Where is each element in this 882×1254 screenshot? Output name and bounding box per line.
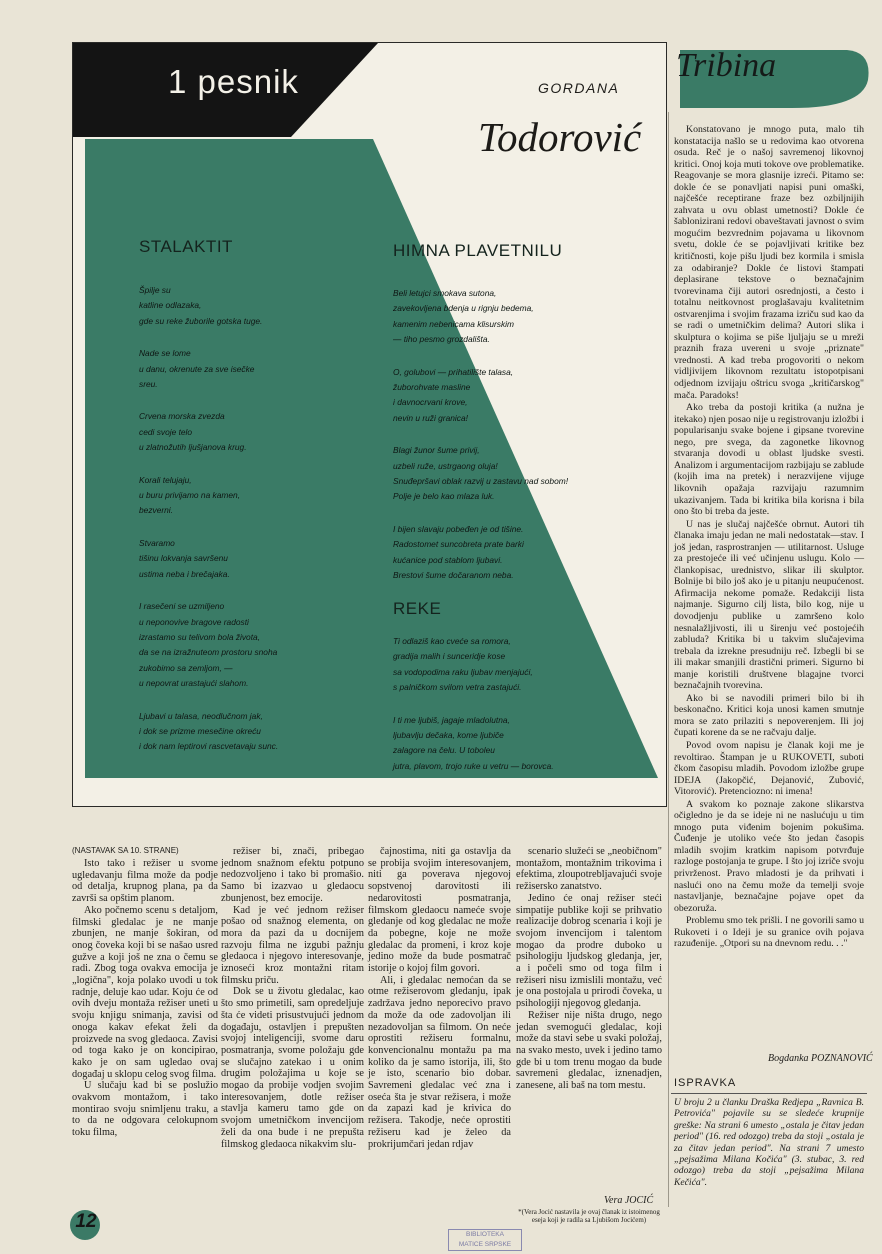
teal-shape-left (73, 137, 85, 778)
library-stamp (448, 1229, 522, 1251)
poem-line: zavekovljena bdenja u rignju bedema, (393, 303, 534, 314)
poem-stanza (139, 346, 369, 392)
poem-line: žuborohvate masline (393, 382, 471, 393)
poem-line: kućanice pod stablom ljubavi. (393, 554, 503, 565)
poem-line: I bijen slavaju pobeđen je od tišine. (393, 523, 524, 534)
poem-line: O, golubovi — prihatilište talasa, (393, 366, 514, 377)
poem-line: u neponovive bragove radosti (139, 616, 249, 627)
paragraph: Ako počnemo scenu s detaljom, filmski gledalac je ne manje zbunjen, ne manje šokiran, od onog čoveka koji bi se našao usred gužve a koji još ne zna o čemu se radi. Zbog toga ovakva emocija je „logična", koja polako uvodi u tok radnje, deluje kao udar. Koju će od ovih dveju montaža režiser uneti u svoju knjigu snimanja, zavisi od onoga kakav efekat želi da proizvede na svog gledaoca. Zavisi od toga kako je on koncipirao, kako je on sam ugledao ovaj događaj u sklopu celog svog filma. (72, 904, 218, 1080)
article-byline: Vera JOCIĆ (604, 1195, 654, 1206)
ispravka-title: ISPRAVKA (674, 1077, 737, 1089)
poem-line: sa vodopodima raku ljubav menjajući, (393, 666, 533, 677)
poem-line: Brestovi šume dočaranom neba. (393, 570, 514, 581)
paragraph: Konstatovano je mnogo puta, malo tih konstatacija našlo se u redovima kao otvorena osuda. Reč je o našoj savremenoj likovnoj kritici. Onoj koja muti tokove ove problematike. Reagovanje se mora glasnije izreći. Pitamo se: dokle će se ponavljati napisi puni omaški, najčešće receptirane fraze bez ozbiljnijih zahvata u ovu oblast umetnosti? Dokle će šablonizirani redovi obaveštavati javnost o svim mogućim bezvrednim pojavama u likovnom svetu, dokle će se pojavljivati kritike bez kritičnosti, koje pišu ljudi bez kormila i smisla za odabiranje? Dokle će listovi štampati deplasirane tekstove o beznačajnim tvorevinama čiji autori osrednjosti, a često i totalnu neitkovnost proglašavaju kvalitetnim ostvarenjima i svojim frazama izriču sud kao da se radi o umetničkim delima? Autori slika i skulptura o kojima se piše ljuljaju se u mreži praznih fraza uvereni u svoje „priznate" vrednosti. A kad treba progovoriti o nekom vidljivijem likovnom rezultatu istopotpisani odjednom izvijaju oštricu svoga „kritičarskog" mača. Paradoks! (674, 124, 864, 401)
article-column-3 (368, 846, 511, 1150)
article-footnote: *(Vera Jocić nastavila je ovaj članak iz istoimenog eseja koji je radila sa Ljubišom Jocićem) (518, 1208, 660, 1224)
article-column-4 (516, 846, 662, 1092)
stamp-line-2: MATICE SRPSKE (458, 1241, 512, 1248)
poem-line: u danu, okrenute za sve isečke (139, 363, 255, 374)
poem-line: zukobimo sa zemljom, — (139, 662, 233, 673)
poem-line: u zlatnožutih ljušjanova krug. (139, 442, 247, 453)
section-label: 1 pesnik (168, 63, 299, 100)
poem-line: tišinu lokvanja savršenu (139, 553, 228, 564)
poem-line: izrastamo su telivom bola života, (139, 631, 261, 642)
poem-stanza (393, 443, 653, 505)
ispravka-text: U broju 2 u članku Draška Redjepa „Ravnica B. Petrovića" pojavile su se sledeće krupnije greške: (674, 1097, 864, 1131)
poem-line: Ljubavi u talasa, neodlučnom jak, (139, 710, 263, 721)
paragraph: Režiser nije ništa drugo, nego jedan svemogući gledalac, koji može da stavi sebe u svaki položaj, na svako mesto, uvek i jedino tamo gde bi u tom trenu mogao da bude savremeni gledalac, iznenadjen, zanesene, ali baš na tom mestu. (516, 1009, 662, 1092)
poem-stanza (139, 709, 369, 755)
paragraph: Dok se u životu gledalac, kao što smo primetili, sam opredeljuje šta će videti prisustvujući jednom događaju, ostavljen i prepušten svojoj inteligenciji, svome daru posmatranja, svome položaju gde se slučajno zatekao i u onim drugim položajima u koje se mogao da probije vodjen svojim interesovanjem, dotle režiser stavlja kameru tamo gde on svojom umetničkom invencijom želi da ona bude i ne prepušta filmskog gledaoca nikakvim slu- (221, 986, 364, 1150)
poem-line: cedi svoje telo (139, 426, 193, 437)
poem-line: I rasečeni se uzmiljeno (139, 601, 225, 612)
paragraph: Povod ovom napisu je članak koji me je revoltirao. Štampan je u RUKOVETI, suboti čkom časopisu mladih. Povodom izložbe grupe IDEJA (Jakopčić, Dejanović, Zubović, Vitorović). Pretenciozno: ni imena! (674, 739, 864, 798)
poem-line: Beli letujci smokava sutona, (393, 288, 497, 298)
paragraph: A svakom ko poznaje zakone slikarstva očigledno je da se ideje ni ne naslućuju u tim mnogo puta viđenim bojenim pokušima. Čuđenje je utoliko veće što jedan časopis mladih svojim kratkim napisom potvrđuje razloge postojanja te grupe. I što joj izriče svoju privrženost. Pravo mladosti je da prihvati i naslući ono na čemu može da temelji svoje nastavljanje, beznačajne pojave opet da obezoruža. (674, 798, 864, 914)
poem-line: bezverni. (139, 505, 173, 516)
poem-line: I ti me ljubiš, jagaje mladolutna, (393, 714, 510, 725)
poem-stanza (139, 409, 369, 455)
paragraph: Jedino će onaj režiser steći simpatije publike koji se prihvatio realizacije dobrog scenaria i koji je svojom invencijom i talentom mogao da prodre duboko u psihologiju ljudskog gledanja, jer, a i počeli smo od toga film i režiseri nisu izmislili montažu, već je ona postojala u prirodi čoveka, u psihologiji njegovog gledanja. (516, 892, 662, 1010)
poem-line: Blagi žunor šume privij, (393, 445, 480, 456)
poem-line: Polje je belo kao mlaza luk. (393, 491, 495, 502)
poem-stanza (393, 365, 653, 427)
article-column-1 (72, 858, 218, 1139)
column-divider (668, 112, 669, 1207)
poem-line: Korali telujaju, (139, 474, 192, 485)
poem-line: i davnocrvani krove, (393, 397, 468, 408)
paragraph: U slučaju kad bi se poslužio ovakvom montažom, i tako montirao svoju snimljenu traku, a to da ne odgovara celokupnom toku filma, (72, 1080, 218, 1139)
poem-line: katline odlazaka, (139, 300, 202, 311)
poem-body-stalaktit (139, 283, 369, 772)
poem-title-reke: REKE (393, 599, 442, 618)
poem-stanza (139, 283, 369, 329)
poem-line: jutra, plavom, trojo ruke u vetru — borovca. (393, 760, 554, 771)
paragraph: Ako bi se navodili primeri bilo bi ih beskonačno. Kritici koja unosi kamen smutnje mora se zato prilaziti s nepoverenjem. Ili joj čupati korene da se ne račvaju dalje. (674, 692, 864, 739)
poem-stanza (139, 536, 369, 582)
author-last-name: Todorović (478, 114, 642, 160)
ispravka-body (674, 1097, 864, 1188)
poem-line: sreu. (139, 379, 158, 390)
poem-line: Stvaramo (139, 537, 175, 548)
poetry-feature-panel (72, 42, 667, 807)
poem-stanza (393, 522, 653, 584)
poem-line: Radostomet suncobreta prate barki (393, 539, 524, 550)
poem-line: gradija malih i sunceridje kose (393, 651, 506, 662)
poem-line: Nade se lome (139, 348, 191, 359)
poem-line: kamenim nebenicama klisurskim (393, 318, 515, 329)
paragraph: Ako treba da postoji kritika (a nužna je itekako) njen posao nije u registrovanju izložbi i popularisanju svake bojene i gipsane tvorevine nego, pre svega, da zagonetke likovnog stvaranja dovodi u oblast ljudske svesti. Analizom i argumentacijom razbijaju se zablude (kojih ima na pretek) i nerazvijene vijuge likovnih opažaja razvijaju razumnim ukazivanjem. Tada bi kritika bila korisna i bila ono što bi treba da jeste. (674, 402, 864, 518)
poem-line: gde su reke žuborile gotska tuge. (139, 315, 263, 326)
poem-line: da se na izražnuteom prostoru snoha (139, 647, 278, 658)
poem-title-himna: HIMNA PLAVETNILU (393, 241, 563, 260)
poem-stanza (139, 473, 369, 519)
paragraph: režiser bi, znači, pribegao jednom snažnom efektu potpuno nedozvoljeno i tako bi promašio. Samo bi izazvao u gledaocu zbunjenost, bez emocije. (221, 846, 364, 904)
tribina-signature: Bogdanka POZNANOVIĆ (768, 1053, 873, 1064)
page-number: 12 (75, 1211, 97, 1232)
ispravka-text-2: Na strani 6 umesto „ostala je čitav jedan period" (16. red odozgo) treba da stoji „ostala je za čitav jedan period". Na strani 7 umesto „pejsažima Milana Kočića" (3. stubac, 3. red odozgo) treba da stoji „pejsažima Milana Kečića". (674, 1119, 864, 1188)
poem-body-himna (393, 286, 653, 601)
author-first-name: GORDANA (538, 80, 620, 96)
poem-line: i dok se prizme mesečine okreću (139, 725, 261, 736)
poem-line: u buru privijamo na kamen, (139, 490, 241, 501)
poem-line: Špilje su (139, 285, 171, 295)
poem-body-reke (393, 634, 653, 791)
paragraph: Problemu smo tek prišli. I ne govorili samo u Rukoveti i o Ideji je su granice ovih pojava razuđenije. „Otpori su na dnevnom redu. . ." (674, 915, 864, 950)
paragraph: U nas je slučaj najčešće obrnut. Autori tih članaka imaju jedan ne mali nedostatak—stav. I još jedan, rasprostranjen — utilitarnost. Usluge za prestojeće ili već učinjenu uslugu. Kolo — člankopisac, urednistvo, slikar ili skulptor. Bolnije bi bilo još ako je u pitanju neupućenost. Afirmacija nekome pomaže. Redakciji lista najmanje. Sigurno cilj lista, bilo kog, nije u dovodjenju publike u zamršeno kolo nesnalažljivosti, ili u širenju već postojećih zabluda? Kritika bi u takvim slučajevima trebala da izrekne presudniju reč. Izbegli bi se ili makar smanjili drastični primeri. Sigurno bi manje koristili društvene blagajne tvorci beznačajnih tvorevina. (674, 518, 864, 692)
poem-stanza (393, 634, 653, 696)
poem-line: ljubavlju dečaka, kome ljubiče (393, 730, 504, 741)
paragraph: Ali, i gledalac nemoćan da se otme režiserovom gledanju, ipak zadržava jedno neporecivo pravo da može da ode zadovoljan ili nezadovoljan sa filmom. On neće oprostiti režiseru formalnu, konvencionalnu montažu pa ma koliko da je samo istorija, ili, što je isto, scenario bio dobar. Savremeni gledalac već zna i oseća šta je stvar režisera, i može da zapazi kad je krivica do režisera. Takodje, neće oprostiti režiseru kad je želeo da prokrijumčari jedan rdjav (368, 974, 511, 1150)
poem-line: Ti odlaziš kao cveće sa romora, (393, 636, 511, 646)
poem-line: ustima neba i brečajaka. (139, 568, 230, 579)
poem-stanza (393, 286, 653, 348)
poem-line: Crvena morska zvezda (139, 411, 225, 422)
continued-note: (NASTAVAK SA 10. STRANE) (72, 846, 179, 855)
poem-stanza (139, 599, 369, 691)
poem-line: nevin u ruži granica! (393, 412, 468, 423)
tribina-title: Tribina (676, 47, 777, 84)
article-column-2 (221, 846, 364, 1150)
tribina-article (674, 124, 864, 950)
poem-title-stalaktit: STALAKTIT (139, 237, 233, 256)
poem-line: uzbeli ruže, ustrgaong oluja! (393, 460, 498, 471)
poem-line: i dok nam leptirovi rascvetavaju sunc. (139, 741, 279, 752)
poem-line: Snuđepršavi oblak razvij u zastavu nad sobom! (393, 476, 569, 487)
poem-line: s palničkom svilom vetra zastajući. (393, 682, 522, 693)
paragraph: Kad je već jednom režiser pošao od snažnog elementa, on mora da pazi da u docnijem razvoju filma ne izgubi pažnju gledaoca i njegovo interesovanje, iznoseći kroz montažni ritam filmsku priču. (221, 904, 364, 986)
paragraph: Isto tako i režiser u svome ugledavanju filma može da podje od detalja, krupnog plana, pa da završi sa opštim planom. (72, 858, 218, 905)
paragraph: čajnostima, niti ga ostavlja da se probija svojim interesovanjem, niti ga poverava njegovoj sopstvenoj darovitosti ili nedarovitosti posmatranja, filmskom gledaocu nameće svoje gledanje od kog gledalac ne može da pobegne, koje ne može gledalac da promeni, i kroz koje jedino može da bude posmatrač istorije o kojoj film govori. (368, 846, 511, 975)
poem-stanza (393, 713, 653, 775)
poem-line: zalagore na čelu. U toboleu (393, 745, 495, 756)
stamp-line-1: BIBLIOTEKA (466, 1231, 504, 1238)
poem-line: — tiho pesmo grozdališta. (393, 334, 490, 345)
ispravka-divider (671, 1093, 867, 1094)
poem-line: u nepovrat urastajući slahom. (139, 678, 249, 689)
paragraph: scenario služeći se „neobičnom" montažom, montažnim trikovima i efektima, zloupotrebljavajući svoje režisersko zanatstvo. (516, 846, 662, 893)
